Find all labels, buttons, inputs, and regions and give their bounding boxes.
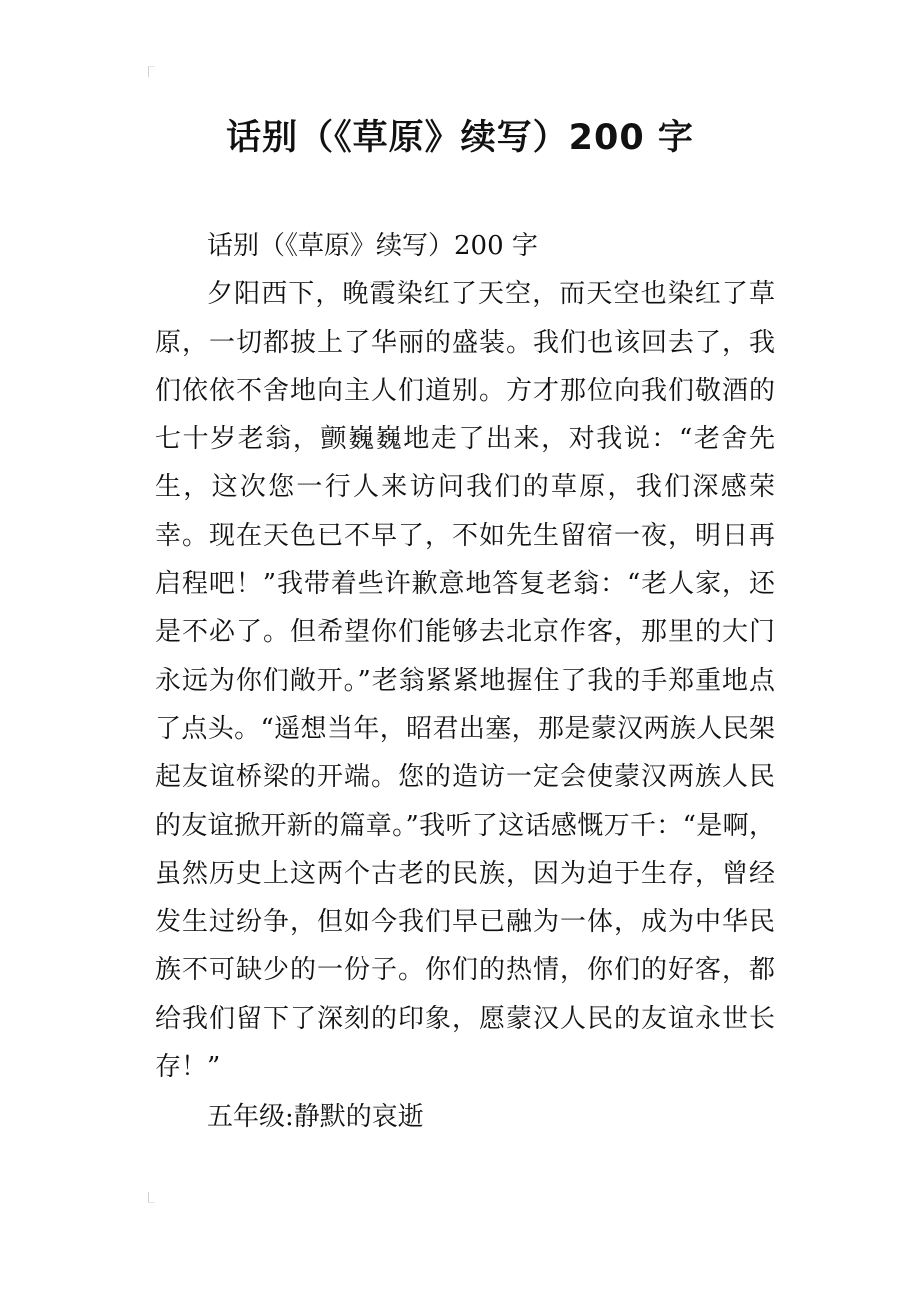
document-title: 话别（《草原》续写）200 字 (226, 118, 694, 158)
subtitle-paragraph: 话别（《草原》续写）200 字 (207, 231, 538, 261)
author-line: 五年级:静默的哀逝 (207, 1102, 424, 1133)
page-corner-mark (148, 66, 155, 77)
document-body (155, 222, 775, 1142)
page-corner-mark (148, 1192, 155, 1203)
main-paragraph: 夕阳西下，晚霞染红了天空，而天空也染红了草原，一切都披上了华丽的盛装。我们也该回去了，我们依依不舍地向主人们道别。方才那位向我们敬酒的七十岁老翁，颤巍巍地走了出来，对我说：“老舍先生，这次您一行人来访问我们的草原，我们深感荣幸。现在天色已不早了，不如先生留宿一夜，明日再启程吧！”我带着些许歉意地答复老翁：“老人家，还是不必了。但希望你们能够去北京作客，那里的大门永远为你们敞开。”老翁紧紧地握住了我的手郑重地点了点头。“遥想当年，昭君出塞，那是蒙汉两族人民架起友谊桥梁的开端。您的造访一定会使蒙汉两族人民的友谊掀开新的篇章。”我听了这话感慨万千：“是啊，虽然历史上这两个古老的民族，因为迫于生存，曾经发生过纷争，但如今我们早已融为一体，成为中华民族不可缺少的一份子。你们的热情，你们的好客，都给我们留下了深刻的印象，愿蒙汉人民的友谊永世长存！” (155, 279, 775, 1083)
